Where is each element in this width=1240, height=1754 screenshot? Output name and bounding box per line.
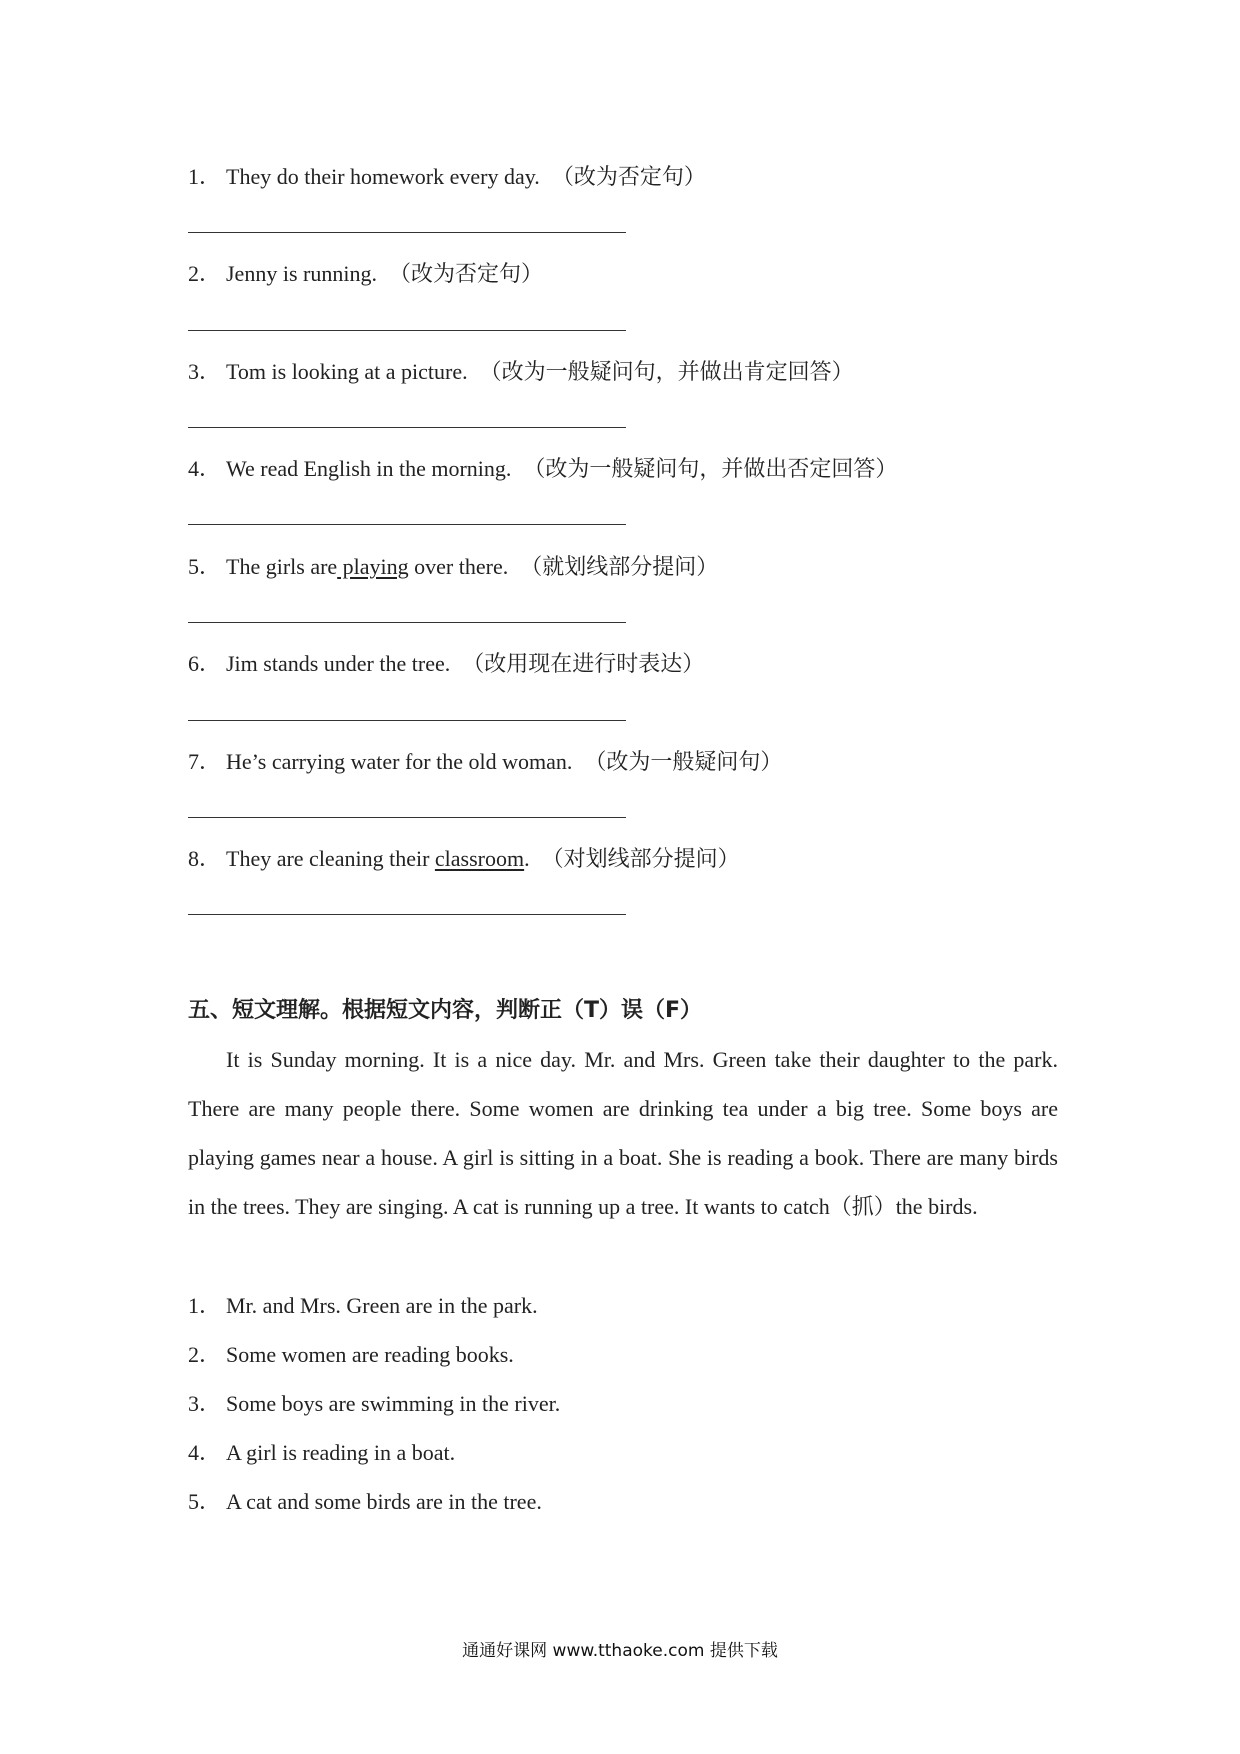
- rewrite-question-5: [188, 552, 718, 582]
- question-number: 8．: [188, 846, 222, 871]
- question-text: We read English in the morning.: [226, 456, 512, 481]
- question-instruction: （改为一般疑问句，并做出肯定回答）: [479, 359, 854, 384]
- question-instruction: （改为否定句）: [388, 261, 543, 286]
- question-text: Jenny is running.: [226, 261, 377, 286]
- question-text: Jim stands under the tree.: [226, 651, 451, 676]
- question-text: Some boys are swimming in the river.: [226, 1391, 561, 1416]
- question-text: Mr. and Mrs. Green are in the park.: [226, 1293, 538, 1318]
- answer-line-1[interactable]: [188, 232, 626, 233]
- passage-text: It is Sunday morning. It is a nice day. Mr. and Mrs. Green take their daughter to the park. There are many people there. Some women are drinking tea under a big tree. Some boys are playing games near a house. A girl is sitting in a boat. She is reading a book. There are many birds in the trees. They are singing. A cat is running up a tree. It wants to catch（抓）the birds.: [188, 1047, 1058, 1219]
- question-number: 6．: [188, 651, 222, 676]
- rewrite-question-6: [188, 649, 704, 679]
- page-footer: 通通好课网 www.tthaoke.com 提供下载: [462, 1641, 778, 1661]
- tf-question-1: [188, 1291, 538, 1321]
- question-text: Tom is looking at a picture.: [226, 359, 468, 384]
- reading-passage: [188, 1035, 1058, 1231]
- underlined-word: playing: [337, 554, 409, 579]
- question-text-tail: over there.: [408, 554, 509, 579]
- answer-line-4[interactable]: [188, 524, 626, 525]
- answer-line-6[interactable]: [188, 720, 626, 721]
- question-number: 7．: [188, 749, 222, 774]
- rewrite-question-1: [188, 162, 706, 192]
- question-text: A girl is reading in a boat.: [226, 1440, 456, 1465]
- question-number: 4．: [188, 1440, 222, 1465]
- question-instruction: （对划线部分提问）: [541, 846, 740, 871]
- section-heading: 五、短文理解。根据短文内容，判断正（T）误（F）: [188, 998, 703, 1023]
- question-text: They do their homework every day.: [226, 164, 540, 189]
- question-text: The girls are: [226, 554, 338, 579]
- rewrite-question-2: [188, 259, 543, 289]
- question-instruction: （改用现在进行时表达）: [462, 651, 705, 676]
- answer-line-7[interactable]: [188, 817, 626, 818]
- answer-line-8[interactable]: [188, 914, 626, 915]
- question-number: 2．: [188, 1342, 222, 1367]
- answer-line-2[interactable]: [188, 330, 626, 331]
- question-instruction: （改为否定句）: [551, 164, 706, 189]
- question-number: 4．: [188, 456, 222, 481]
- question-number: 5．: [188, 554, 222, 579]
- tf-question-5: [188, 1487, 542, 1517]
- rewrite-question-8: [188, 844, 740, 874]
- question-number: 3．: [188, 359, 222, 384]
- question-instruction: （改为一般疑问句）: [584, 749, 783, 774]
- answer-line-5[interactable]: [188, 622, 626, 623]
- question-number: 2．: [188, 261, 222, 286]
- question-instruction: （就划线部分提问）: [520, 554, 719, 579]
- answer-line-3[interactable]: [188, 427, 626, 428]
- tf-question-3: [188, 1389, 560, 1419]
- question-number: 1．: [188, 164, 222, 189]
- question-number: 3．: [188, 1391, 222, 1416]
- tf-question-2: [188, 1340, 514, 1370]
- rewrite-question-7: [188, 747, 782, 777]
- rewrite-question-3: [188, 357, 854, 387]
- underlined-word: classroom: [434, 846, 525, 871]
- question-text: Some women are reading books.: [226, 1342, 514, 1367]
- tf-question-4: [188, 1438, 455, 1468]
- question-number: 1．: [188, 1293, 222, 1318]
- rewrite-question-4: [188, 454, 897, 484]
- question-text: They are cleaning their: [226, 846, 435, 871]
- question-number: 5．: [188, 1489, 222, 1514]
- question-text: A cat and some birds are in the tree.: [226, 1489, 542, 1514]
- question-text: He’s carrying water for the old woman.: [226, 749, 573, 774]
- question-instruction: （改为一般疑问句，并做出否定回答）: [523, 456, 898, 481]
- question-text-tail: .: [524, 846, 530, 871]
